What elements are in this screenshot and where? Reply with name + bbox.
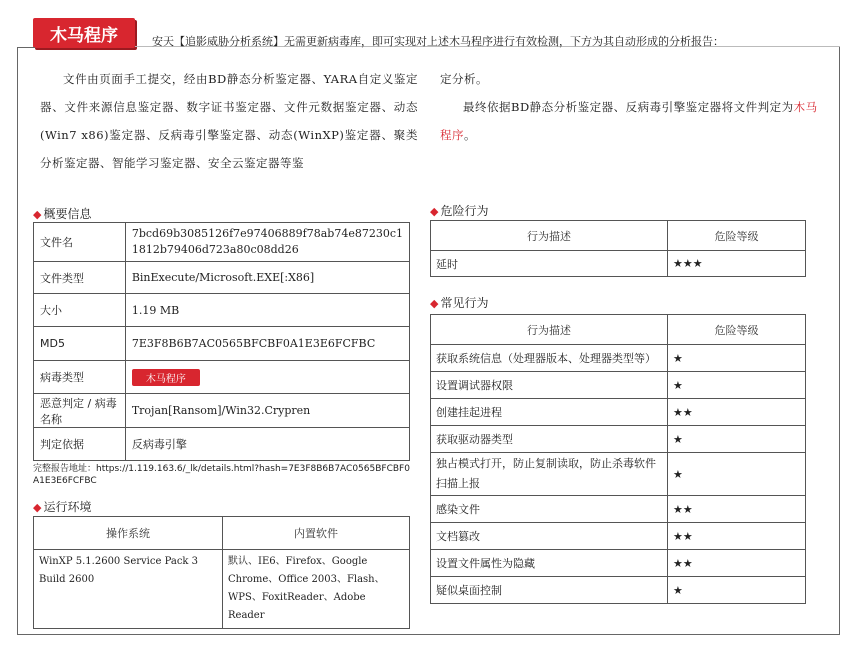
table-row xyxy=(34,294,410,327)
behavior-desc: 创建挂起进程 xyxy=(431,399,668,426)
behavior-level: ★★ xyxy=(668,399,806,426)
header-description: 安天【追影威胁分析系统】无需更新病毒库，即可实现对上述木马程序进行有效检测，下方为其自动形成的分析报告： xyxy=(152,35,724,48)
table-row xyxy=(431,453,806,496)
key-cell: MD5 xyxy=(34,327,126,361)
table-row xyxy=(431,372,806,399)
danger-section-title xyxy=(430,202,488,219)
environment-table xyxy=(33,516,410,629)
col-header-desc: 行为描述 xyxy=(431,315,668,345)
col-header-desc: 行为描述 xyxy=(431,221,668,251)
diamond-icon: ◆ xyxy=(430,205,439,218)
table-row xyxy=(34,327,410,361)
behavior-desc: 文档篡改 xyxy=(431,523,668,550)
behavior-desc: 疑似桌面控制 xyxy=(431,577,668,604)
environment-title: 运行环境 xyxy=(43,500,92,514)
table-row xyxy=(34,262,410,294)
overview-section-title xyxy=(33,205,91,222)
table-row xyxy=(34,361,410,394)
virus-type-badge: 木马程序 xyxy=(132,369,200,386)
common-title: 常见行为 xyxy=(440,296,489,310)
common-section-title xyxy=(430,294,488,311)
key-cell: 判定依据 xyxy=(34,428,126,461)
key-cell: 病毒类型 xyxy=(34,361,126,394)
behavior-desc: 设置调试器权限 xyxy=(431,372,668,399)
value-cell: 7bcd69b3085126f7e97406889f78ab74e87230c1 1812b79406d723a80c08dd26 xyxy=(125,223,409,262)
col-header-os: 操作系统 xyxy=(34,517,223,550)
table-row xyxy=(431,345,806,372)
software-cell: 默认、IE6、Firefox、Google Chrome、Office 2003、Flash、WPS、FoxitReader、Adobe Reader xyxy=(223,550,410,629)
table-row xyxy=(431,496,806,523)
key-cell: 恶意判定 / 病毒名称 xyxy=(34,394,126,428)
table-row xyxy=(431,577,806,604)
value-cell: 7E3F8B6B7AC0565BFCBF0A1E3E6FCFBC xyxy=(125,327,409,361)
behavior-level: ★★ xyxy=(668,496,806,523)
behavior-level: ★ xyxy=(668,372,806,399)
frame-top xyxy=(17,47,35,48)
verdict-text: 最终依据BD静态分析鉴定器、反病毒引擎鉴定器将文件判定为 xyxy=(463,100,794,114)
value-cell: 反病毒引擎 xyxy=(125,428,409,461)
behavior-desc: 获取驱动器类型 xyxy=(431,426,668,453)
table-header-row xyxy=(431,221,806,251)
common-table xyxy=(430,314,806,604)
key-cell: 文件类型 xyxy=(34,262,126,294)
value-cell xyxy=(125,361,409,394)
behavior-level: ★★ xyxy=(668,523,806,550)
intro-paragraph: 文件由页面手工提交，经由BD静态分析鉴定器、YARA自定义鉴定器、文件来源信息鉴定器、数字证书鉴定器、文件元数据鉴定器、动态(Win7 x86)鉴定器、反病毒引擎鉴定器、动态(WinXP)鉴定器、聚类分析鉴定器、智能学习鉴定器、安全云鉴定器等鉴 xyxy=(40,72,418,170)
behavior-level: ★ xyxy=(668,577,806,604)
verdict-end: 。 xyxy=(464,128,476,142)
table-row xyxy=(34,394,410,428)
key-cell: 大小 xyxy=(34,294,126,327)
behavior-level: ★ xyxy=(668,345,806,372)
verdict-highlight: 木马程序 xyxy=(440,100,818,142)
behavior-desc: 设置文件属性为隐藏 xyxy=(431,550,668,577)
value-cell: BinExecute/Microsoft.EXE[:X86] xyxy=(125,262,409,294)
col-header-software: 内置软件 xyxy=(223,517,410,550)
diamond-icon: ◆ xyxy=(33,501,42,514)
behavior-level: ★ xyxy=(668,453,806,496)
verdict-paragraph xyxy=(440,93,820,149)
value-cell: 1.19 MB xyxy=(125,294,409,327)
danger-table xyxy=(430,220,806,277)
table-row xyxy=(431,523,806,550)
behavior-desc: 独占模式打开，防止复制读取，防止杀毒软件扫描上报 xyxy=(431,453,668,496)
frame-right xyxy=(839,47,840,635)
diamond-icon: ◆ xyxy=(430,297,439,310)
overview-title: 概要信息 xyxy=(43,207,92,221)
behavior-level: ★★ xyxy=(668,550,806,577)
col-header-level: 危险等级 xyxy=(668,315,806,345)
table-header-row xyxy=(431,315,806,345)
behavior-level: ★ xyxy=(668,426,806,453)
value-cell: Trojan[Ransom]/Win32.Crypren xyxy=(125,394,409,428)
table-row xyxy=(431,399,806,426)
intro-continuation: 定分析。 xyxy=(440,72,488,86)
table-row xyxy=(431,550,806,577)
table-row xyxy=(34,550,410,629)
table-row xyxy=(34,428,410,461)
key-cell: 文件名 xyxy=(34,223,126,262)
behavior-desc: 感染文件 xyxy=(431,496,668,523)
col-header-level: 危险等级 xyxy=(668,221,806,251)
behavior-desc: 延时 xyxy=(431,251,668,277)
environment-section-title xyxy=(33,498,91,515)
overview-table xyxy=(33,222,410,461)
diamond-icon: ◆ xyxy=(33,208,42,221)
danger-title: 危险行为 xyxy=(440,204,489,218)
report-url[interactable]: 完整报告地址：https://1.119.163.6/_lk/details.html?hash=7E3F8B6B7AC0565BFCBF0A1E3E6FCFBC xyxy=(33,464,410,486)
os-cell: WinXP 5.1.2600 Service Pack 3 Build 2600 xyxy=(34,550,223,629)
behavior-desc: 获取系统信息（处理器版本、处理器类型等） xyxy=(431,345,668,372)
title-badge: 木马程序 xyxy=(33,18,135,48)
frame-bottom xyxy=(17,634,840,635)
table-header-row xyxy=(34,517,410,550)
behavior-level: ★★★ xyxy=(668,251,806,277)
table-row xyxy=(431,426,806,453)
table-row xyxy=(431,251,806,277)
table-row xyxy=(34,223,410,262)
frame-left xyxy=(17,47,18,635)
